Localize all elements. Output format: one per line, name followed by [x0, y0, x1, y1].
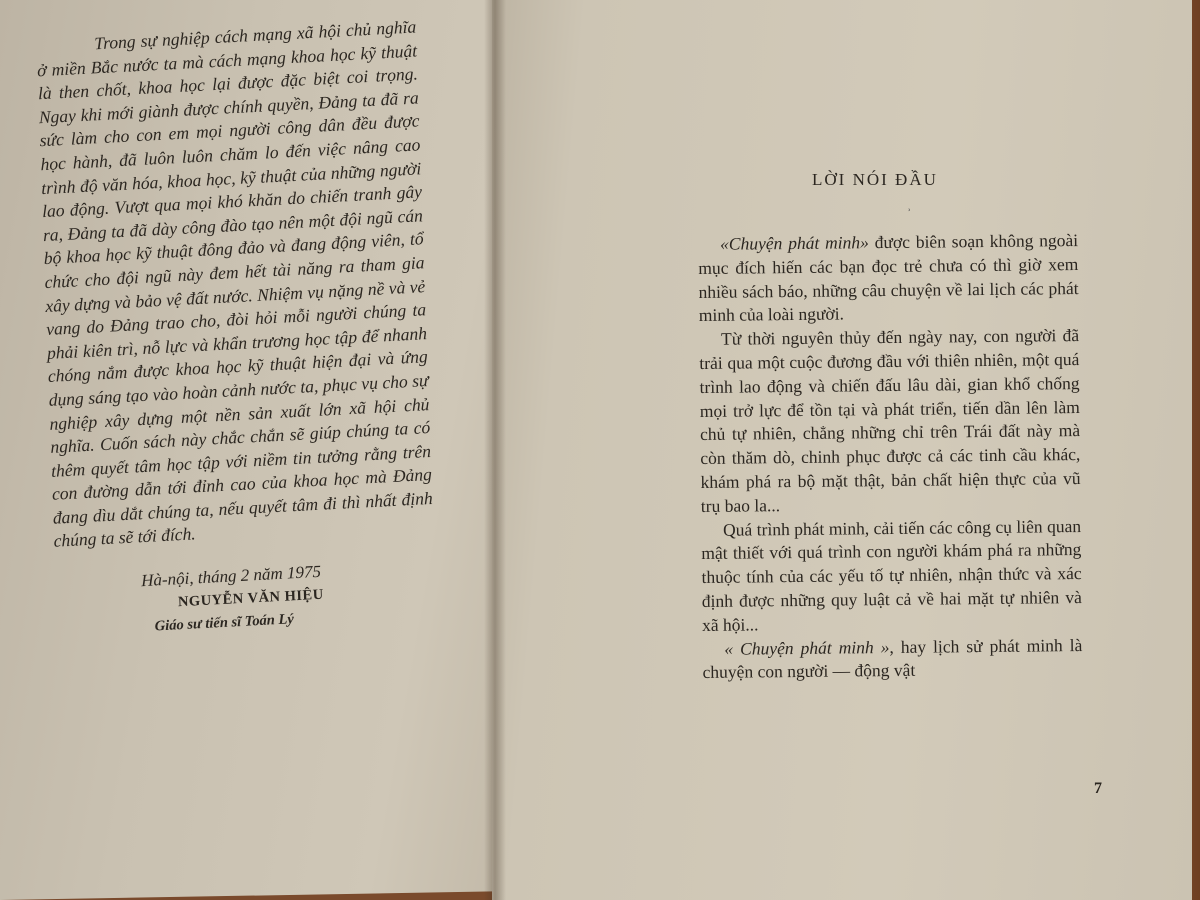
- foreword-paragraph: Trong sự nghiệp cách mạng xã hội chủ nghĩa ở miền Bắc nước ta mà cách mạng khoa học kỹ thuật là then chốt, khoa học lại được đặc biệt coi trọng. Ngay khi mới giành được chính quyền, Đảng ta đã ra sức làm cho con em mọi người công dân đều được học hành, đã luôn luôn chăm lo đến việc nâng cao trình độ văn hóa, khoa học, kỹ thuật của những người lao động. Vượt qua mọi khó khăn do chiến tranh gây ra, Đảng ta đã dày công đào tạo nên một đội ngũ cán bộ khoa học kỹ thuật đông đảo và đang động viên, tổ chức cho đội ngũ này đem hết tài năng ra tham gia xây dựng và bảo vệ đất nước. Nhiệm vụ nặng nề và vẻ vang do Đảng trao cho, đòi hỏi mỗi người chúng ta phải kiên trì, nỗ lực và khẩn trương học tập để nhanh chóng nắm được khoa học kỹ thuật hiện đại và ứng dụng sáng tạo vào hoàn cảnh nước ta, phục vụ cho sự nghiệp xây dựng một nền sản xuất lớn xã hội chủ nghĩa. Cuốn sách này chắc chắn sẽ giúp chúng ta có thêm quyết tâm học tập với niềm tin tưởng rằng trên con đường dẫn tới đỉnh cao của khoa học mà Đảng đang dìu dắt chúng ta, nếu quyết tâm đi thì nhất định chúng ta sẽ tới đích.: [36, 16, 433, 552]
- author-title: Giáo sư tiến sĩ Toán Lý: [154, 611, 295, 635]
- foreword-text: [36, 15, 437, 644]
- book-gutter: [484, 0, 506, 900]
- signature-block: [55, 554, 437, 645]
- preface-p4-text: , hay lịch sử phát minh là chuyện con người — động vật: [702, 634, 1083, 683]
- book-title-quote-2: « Chuyện phát minh »: [724, 636, 890, 659]
- decorative-mark: ʾ: [908, 208, 912, 219]
- left-page: [0, 0, 500, 900]
- author-name: NGUYỄN VĂN HIỆU: [177, 586, 324, 610]
- preface-text: [698, 229, 1083, 685]
- preface-p1-text: được biên soạn không ngoài mục đích hiến các bạn đọc trẻ chưa có thì giờ xem nhiều sách báo, những câu chuyện về lai lịch các phát minh của loài người.: [698, 230, 1079, 326]
- preface-paragraph-2: Từ thời nguyên thủy đến ngày nay, con người đã trải qua một cuộc đương đầu với thiên nhiên, một quá trình lao động và chiến đấu lâu dài, gian khổ chống mọi trở lực để tồn tại và phát triển, tiến dần lên làm chủ tự nhiên, chẳng những chỉ trên Trái đất này mà còn thăm dò, chinh phục được cả các tinh cầu khác, khám phá ra bộ mặt thật, bản chất hiện thực của vũ trụ bao la...: [699, 325, 1081, 516]
- preface-paragraph-1: [698, 229, 1079, 328]
- book-title-quote: «Chuyện phát minh»: [720, 232, 869, 254]
- page-title: LỜI NÓI ĐẦU: [812, 170, 938, 189]
- preface-paragraph-3: Quá trình phát minh, cải tiến các công cụ liên quan mật thiết với quá trình con người khám phá ra những thuộc tính của các yếu tố tự nhiên, nhận thức và xác định được những quy luật cả về hai mặt tự nhiên và xã hội...: [701, 515, 1082, 635]
- preface-paragraph-4: [702, 634, 1082, 686]
- page-number: 7: [1094, 780, 1102, 797]
- place-date: Hà-nội, tháng 2 năm 1975: [140, 561, 322, 591]
